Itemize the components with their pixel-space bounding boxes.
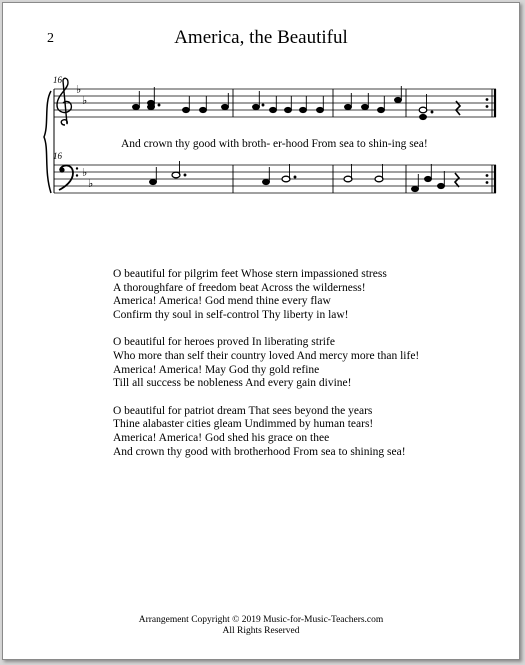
stanza-line: O beautiful for heroes proved In liberating strife [113, 336, 335, 349]
treble-measure-number: 16 [53, 75, 62, 85]
svg-text:♭: ♭ [82, 94, 88, 107]
music-score [43, 63, 503, 203]
score-lyrics: And crown thy good with broth- er-hood From sea to shin-ing sea! [121, 138, 428, 150]
svg-text:♭: ♭ [76, 83, 82, 96]
stanza-line: America! America! God shed his grace on thee [113, 431, 330, 444]
copyright-footer [3, 615, 519, 637]
stanza-line: Till all success be nobleness And every gain divine! [113, 377, 352, 390]
stanza-line: A thoroughfare of freedom beat Across the wilderness! [113, 281, 366, 294]
page-title: America, the Beautiful [174, 27, 348, 48]
stanza-line: And crown thy good with brotherhood From sea to shining sea! [113, 445, 406, 458]
svg-text:♭: ♭ [82, 166, 88, 179]
stanza-line: Thine alabaster cities gleam Undimmed by human tears! [113, 418, 374, 431]
stanza [113, 405, 493, 459]
repeat-dots [486, 98, 489, 184]
rights-notice: All Rights Reserved [222, 626, 300, 636]
bass-measure-number: 16 [53, 151, 62, 161]
grand-staff-brace [44, 91, 51, 193]
sheet-page [2, 2, 520, 660]
stanza-line: Confirm thy soul in self-control Thy liberty in law! [113, 308, 349, 321]
stanza-line: O beautiful for pilgrim feet Whose stern impassioned stress [113, 268, 387, 280]
stanza-line: Who more than self their country loved And mercy more than life! [113, 349, 420, 362]
treble-clef [57, 78, 71, 125]
stanza [113, 336, 493, 390]
svg-text:♭: ♭ [88, 177, 94, 190]
stanza-line: America! America! May God thy gold refine [113, 363, 320, 376]
stanza-line: America! America! God mend thine every flaw [113, 295, 331, 308]
bass-notes [150, 161, 460, 192]
stanza [113, 268, 493, 322]
page-number: 2 [47, 31, 54, 46]
treble-key-signature [76, 83, 87, 107]
poem-text [113, 268, 493, 473]
stanza-line: O beautiful for patriot dream That sees beyond the years [113, 404, 373, 417]
copyright-notice: Arrangement Copyright © 2019 Music-for-Music-Teachers.com [138, 615, 384, 625]
